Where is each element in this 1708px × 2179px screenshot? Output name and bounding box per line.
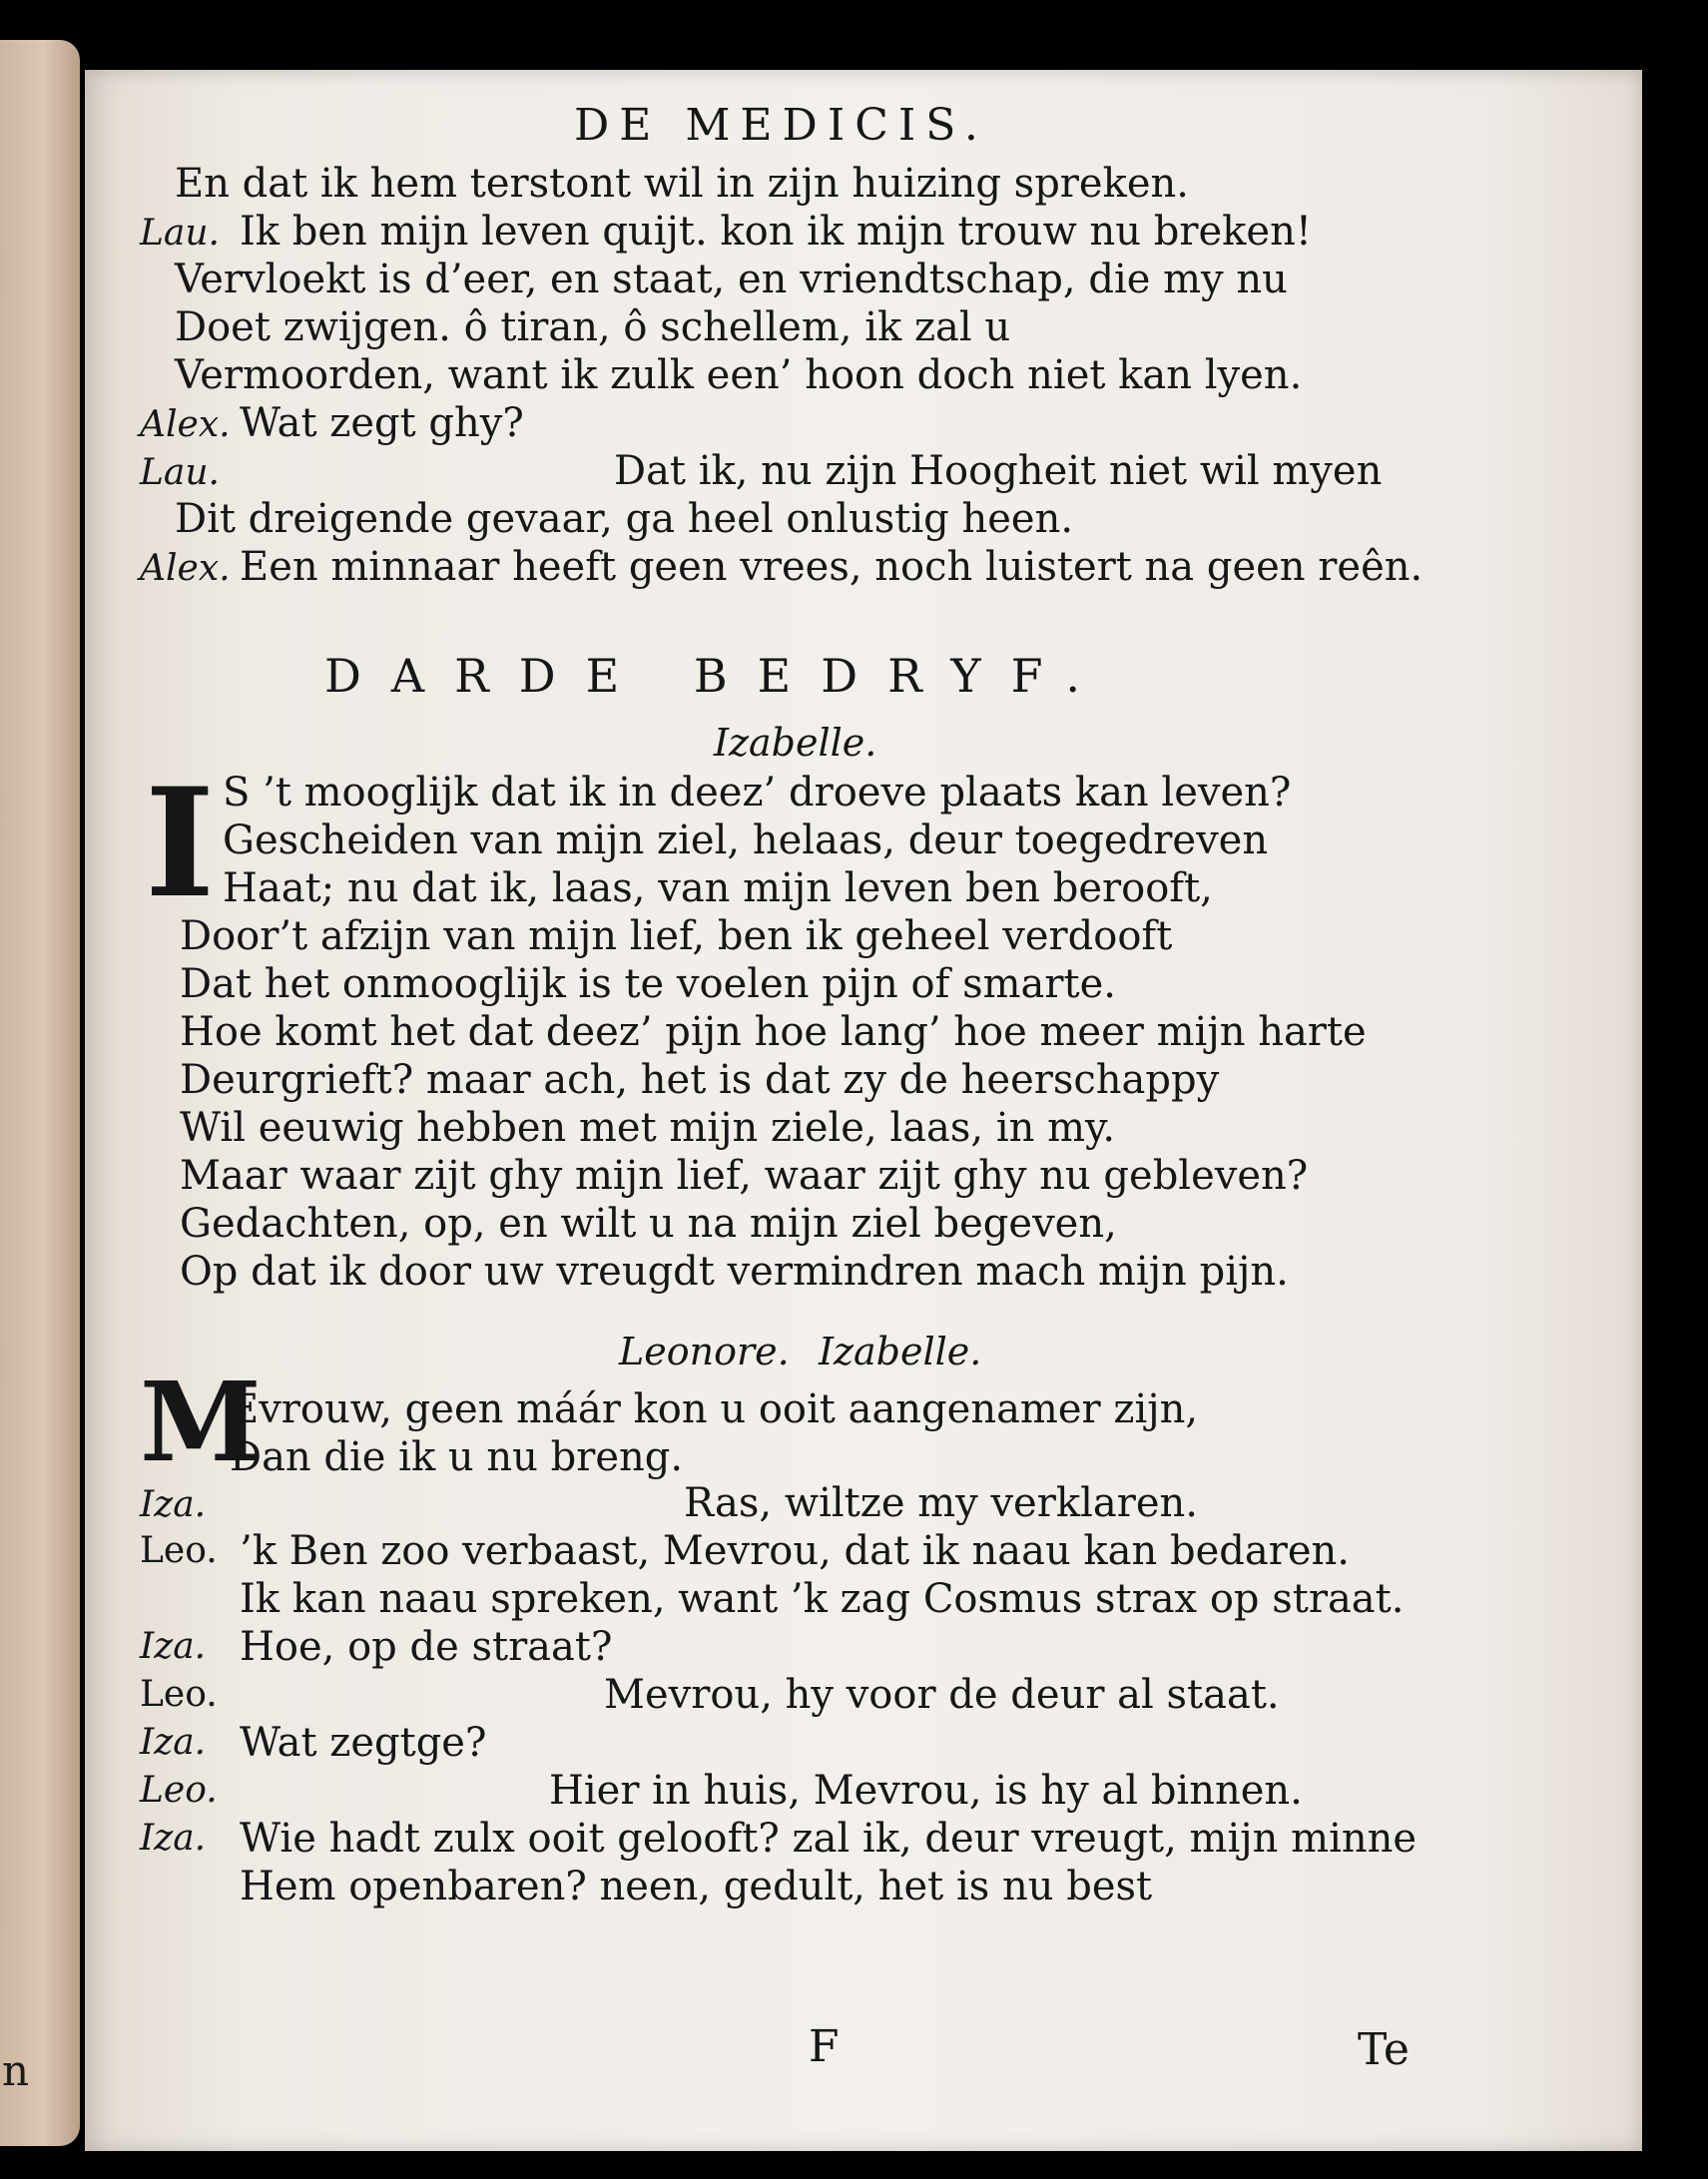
left-page-edge — [0, 40, 80, 2146]
speaker-label: Iza. — [140, 1818, 207, 1859]
verse-line: Doet zwijgen. ô tiran, ô schellem, ik zal u — [175, 304, 1011, 350]
verse-line: Gescheiden van mijn ziel, helaas, deur toegedreven — [223, 817, 1269, 863]
verse-line: Wat zegtge? — [240, 1720, 487, 1766]
speaker-label: Alex. — [140, 548, 231, 589]
speaker-label: Iza. — [140, 1722, 207, 1763]
verse-line: Deurgrieft? maar ach, het is dat zy de heerschappy — [180, 1057, 1220, 1103]
speaker-label: Lau. — [140, 452, 220, 493]
verse-line: Wie hadt zulx ooit gelooft? zal ik, deur vreugt, mijn minne — [240, 1816, 1418, 1862]
verse-line: S ’t mooglijk dat ik in deez’ droeve plaats kan leven? — [223, 770, 1292, 816]
verse-line: Ik kan naau spreken, want ’k zag Cosmus strax op straat. — [240, 1576, 1405, 1622]
verse-line: ’k Ben zoo verbaast, Mevrou, dat ik naau kan bedaren. — [240, 1528, 1350, 1574]
verse-line: Hoe, op de straat? — [240, 1624, 613, 1670]
verse-line: En dat ik hem terstont wil in zijn huizing spreken. — [175, 161, 1189, 207]
speaker-label: Leo. — [140, 1770, 218, 1811]
scene-heading: Izabelle. — [714, 721, 877, 765]
verse-line: Hem openbaren? neen, gedult, het is nu best — [240, 1864, 1153, 1909]
verse-line: Ik ben mijn leven quijt. kon ik mijn trouw nu breken! — [240, 209, 1312, 255]
verse-line: Dit dreigende gevaar, ga heel onlustig heen. — [175, 496, 1074, 542]
speaker-label: Alex. — [140, 404, 231, 445]
verse-line: Vervloekt is d’eer, en staat, en vriendtschap, die my nu — [175, 257, 1288, 302]
verse-line: Vermoorden, want ik zulk een’ hoon doch niet kan lyen. — [175, 352, 1303, 398]
verse-line: Wil eeuwig hebben met mijn ziele, laas, in my. — [180, 1105, 1116, 1151]
act-title: DARDE BEDRYF. — [324, 649, 1111, 703]
speaker-label: Lau. — [140, 213, 220, 254]
verse-line: Hoe komt het dat deez’ pijn hoe lang’ hoe meer mijn harte — [180, 1009, 1367, 1055]
verse-line: Dat het onmooglijk is te voelen pijn of smarte. — [180, 961, 1116, 1007]
speaker-label: Iza. — [140, 1626, 207, 1667]
drop-capital: M — [140, 1358, 262, 1486]
speaker-label: Leo. — [140, 1674, 218, 1715]
speaker-label: Iza. — [140, 1484, 207, 1525]
signature-mark: F — [809, 2021, 840, 2072]
running-header: DE MEDICIS. — [574, 100, 988, 151]
verse-line: Een minnaar heeft geen vrees, noch luistert na geen reên. — [240, 544, 1423, 590]
verse-line: Hier in huis, Mevrou, is hy al binnen. — [549, 1768, 1303, 1814]
catchword: Te — [1358, 2024, 1410, 2075]
verse-line: Dat ik, nu zijn Hoogheit niet wil myen — [614, 448, 1383, 494]
verse-line: Evrouw, geen máár kon u ooit aangenamer zijn, — [230, 1386, 1199, 1432]
verse-line: Op dat ik door uw vreugdt vermindren mach mijn pijn. — [180, 1249, 1289, 1295]
verse-line: Gedachten, op, en wilt u na mijn ziel begeven, — [180, 1201, 1117, 1247]
verse-line: Wat zegt ghy? — [240, 400, 524, 446]
scene-heading-leonore: Leonore. — [619, 1330, 790, 1373]
drop-capital: I — [145, 756, 216, 931]
scene-heading-izabelle: Izabelle. — [819, 1330, 982, 1373]
verse-line: Dan die ik u nu breng. — [230, 1434, 684, 1480]
verse-line: Door’t afzijn van mijn lief, ben ik geheel verdooft — [180, 913, 1173, 959]
verse-line: Maar waar zijt ghy mijn lief, waar zijt ghy nu gebleven? — [180, 1153, 1309, 1199]
book-page — [85, 70, 1642, 2151]
speaker-label: Leo. — [140, 1530, 218, 1571]
verse-line: Mevrou, hy voor de deur al staat. — [604, 1672, 1280, 1718]
verse-line: Ras, wiltze my verklaren. — [684, 1480, 1198, 1526]
verse-line: Haat; nu dat ik, laas, van mijn leven ben berooft, — [223, 865, 1213, 911]
left-page-letter: n — [2, 2046, 30, 2095]
